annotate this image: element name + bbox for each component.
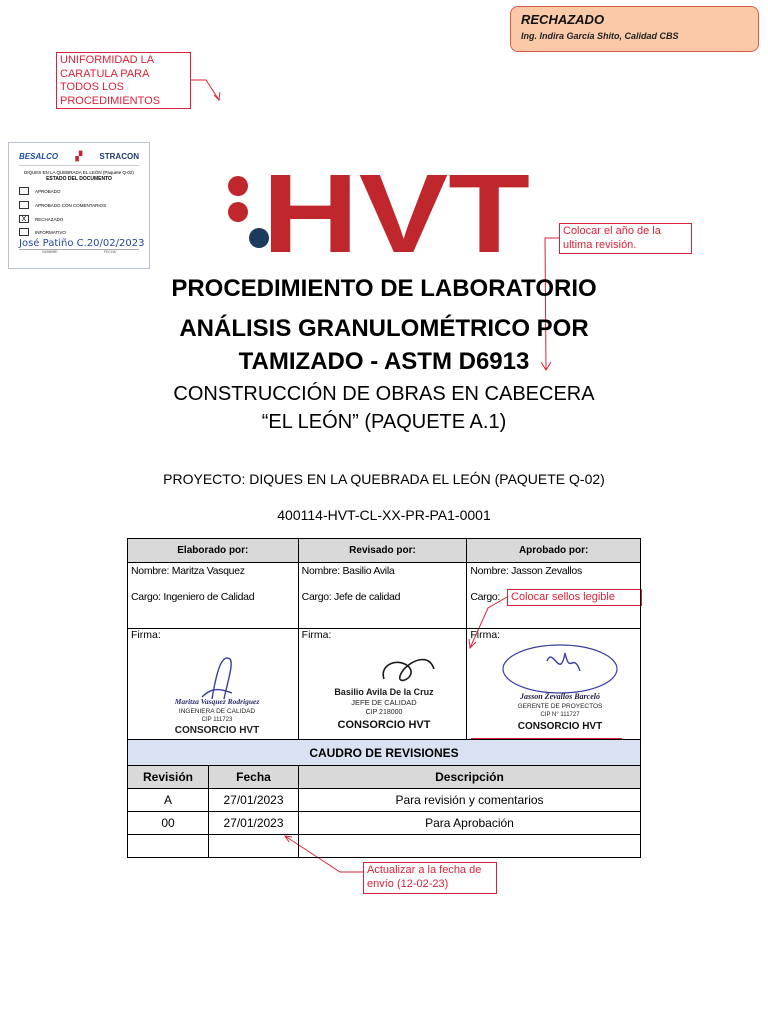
stamp-signature: José Patiño C.20/02/2023 [19,238,145,249]
stamp-option-rejected: X RECHAZADO [19,214,139,224]
svg-text:CONSORCIO HVT: CONSORCIO HVT [174,725,260,734]
stamp-heading: ESTADO DEL DOCUMENTO [46,176,112,182]
reviewer-info [298,563,467,629]
author-info [128,563,299,629]
header-revision: Revisión [128,766,209,789]
header-description: Descripción [299,766,641,789]
project-name: PROYECTO: DIQUES EN LA QUEBRADA EL LEÓN (PAQUETE Q-02) [163,471,605,487]
svg-text:CONSORCIO HVT: CONSORCIO HVT [337,719,431,731]
author-signature-seal [142,649,292,734]
approver-signature-seal [475,641,635,736]
svg-text:Maritza Vasquez Rodriguez: Maritza Vasquez Rodriguez [174,697,260,706]
revision-cell: 00 [128,812,209,835]
subtitle-line-1: CONSTRUCCIÓN DE OBRAS EN CABECERA [173,383,595,405]
svg-text:CIP 218000: CIP 218000 [365,709,403,716]
comment-uniformity[interactable]: UNIFORMIDAD LA CARATULA PARA TODOS LOS PROCEDIMIENTOS [56,52,191,109]
logo-text: HVT [262,158,530,258]
document-status-stamp [8,142,150,269]
firma-label: Firma: [131,629,161,641]
title-line-1: PROCEDIMIENTO DE LABORATORIO [171,275,597,302]
approver-name: Nombre: Jasson Zevallos [470,565,582,577]
approver-info [467,563,641,629]
reviewer-signature-seal [309,649,464,734]
comment-revision-year[interactable]: Colocar el año de la ultima revisión. [559,223,692,254]
stracon-mark-icon: ▞ [75,150,83,161]
author-name: Nombre: Maritza Vasquez [131,565,245,577]
revisions-title: CAUDRO DE REVISIONES [128,740,641,766]
checkbox-checked: X [19,215,29,223]
stamp-project: DIQUES EN LA QUEBRADA EL LEÓN (Paquete Q-02) [24,170,134,175]
arrow-uniformity [191,80,219,100]
stamp-foot-date: FECHA [103,250,116,254]
stamp-option-informative: INFORMATIVO [19,227,139,237]
besalco-logo: BESALCO [19,151,59,161]
approver-role: Cargo: [470,591,501,603]
status-reviewer: Ing. Indira García Shito, Calidad CBS [521,31,679,41]
comment-seals[interactable]: Colocar sellos legible [507,589,642,606]
reviewer-signature-cell [298,629,467,741]
svg-text:CONSORCIO HVT: CONSORCIO HVT [518,721,603,732]
logo-dot-red-1 [228,176,248,196]
stamp-option-approved: APROBADO [19,186,139,196]
author-role: Cargo: Ingeniero de Calidad [131,591,255,603]
table-row-empty [128,835,641,858]
logo-dot-red-2 [228,202,248,222]
header-aprobado: Aprobado por: [467,539,641,563]
comment-update-date[interactable]: Actualizar a la fecha de envío (12-02-23) [363,862,497,894]
header-revisado: Revisado por: [298,539,467,563]
header-elaborado: Elaborado por: [128,539,299,563]
status-title: RECHAZADO [521,12,605,27]
svg-text:GERENTE DE PROYECTOS: GERENTE DE PROYECTOS [517,703,603,710]
checkbox [19,201,29,209]
date-cell: 27/01/2023 [209,789,299,812]
revision-cell: A [128,789,209,812]
subtitle-line-2: “EL LEÓN” (PAQUETE A.1) [261,411,507,433]
document-code: 400114-HVT-CL-XX-PR-PA1-0001 [277,507,491,523]
title-line-2: ANÁLISIS GRANULOMÉTRICO POR [179,315,589,342]
stamp-foot-name: NOMBRE [42,250,58,254]
svg-text:Basilio Avila De la Cruz: Basilio Avila De la Cruz [333,687,434,697]
hvt-logo [226,158,532,258]
checkbox [19,228,29,236]
svg-text:CIP N° 111727: CIP N° 111727 [540,712,580,718]
stracon-logo: STRACON [99,151,139,161]
reviewer-name: Nombre: Basilio Avila [301,565,395,577]
svg-text:CIP 111723: CIP 111723 [201,717,233,723]
description-cell: Para Aprobación [299,812,641,835]
checkbox [19,187,29,195]
svg-text:JEFE DE CALIDAD: JEFE DE CALIDAD [350,698,417,707]
firma-label: Firma: [470,629,501,641]
stamp-option-approved-comments: APROBADO CON COMENTARIOS [19,200,139,210]
svg-text:Jasson Zevallos Barceló: Jasson Zevallos Barceló [520,692,601,701]
date-cell: 27/01/2023 [209,812,299,835]
reviewer-role: Cargo: Jefe de calidad [301,591,401,603]
table-row [128,789,641,812]
table-row [128,812,641,835]
header-date: Fecha [209,766,299,789]
author-signature-cell [128,629,299,741]
approval-table [127,538,641,741]
svg-text:INGENIERA DE CALIDAD: INGENIERA DE CALIDAD [178,708,256,715]
revisions-table [127,739,641,858]
approver-signature-cell [467,629,641,741]
description-cell: Para revisión y comentarios [299,789,641,812]
firma-label: Firma: [301,629,332,641]
title-line-3: TAMIZADO - ASTM D6913 [238,348,530,375]
